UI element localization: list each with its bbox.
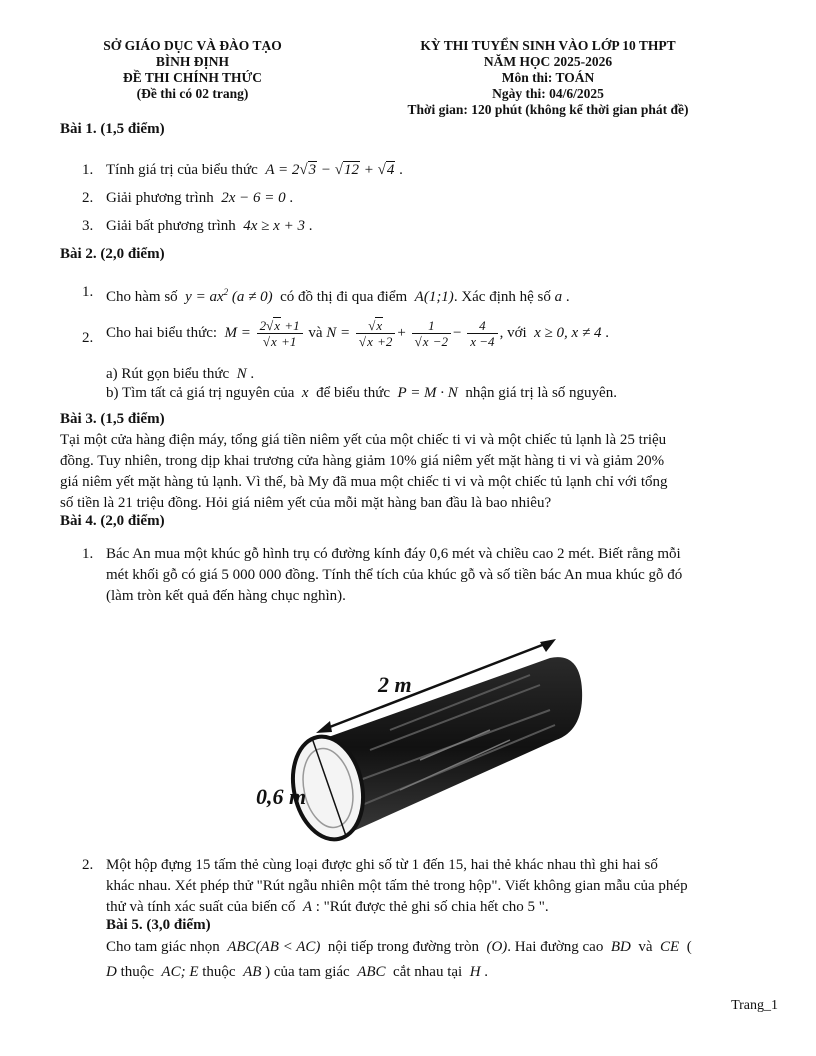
fraction-M: $\frac{2√x +1}{√x +1}$ — [257, 318, 303, 349]
exam-title: KỲ THI TUYỂN SINH VÀO LỚP 10 THPT — [420, 38, 676, 53]
header-right — [372, 38, 724, 118]
bai4-title: Bài 4. (2,0 điểm) — [60, 513, 165, 529]
province-name: BÌNH ĐỊNH — [155, 54, 230, 69]
bai5-title: Bài 5. (3,0 điểm) — [106, 917, 211, 933]
subject: Môn thi: TOÁN — [501, 70, 595, 85]
school-year: NĂM HỌC 2025-2026 — [483, 54, 613, 69]
page-number: Trang_1 — [731, 998, 778, 1013]
fraction-N3: $\frac{4}{x -4}$ — [467, 318, 497, 349]
header-left — [60, 38, 325, 102]
bai2-title: Bài 2. (2,0 điểm) — [60, 246, 165, 262]
log-figure — [250, 630, 586, 850]
department-name: SỞ GIÁO DỤC VÀ ĐÀO TẠO — [103, 38, 282, 53]
exam-time: Thời gian: 120 phút (không kể thời gian phát đề) — [407, 102, 689, 117]
fraction-N2: $\frac{1}{√x -2}$ — [412, 318, 451, 349]
bai5-line1: Cho tam giác nhọn ABC(AB < AC) nội tiếp trong đường tròn (O). Hai đường cao BD và CE ( — [106, 939, 692, 955]
bai2-part-a: a) Rút gọn biểu thức N . — [106, 366, 255, 382]
bai2-q2: 2. Cho hai biểu thức: M = $\frac{2√x +1}{√x +1}$ và N = $\frac{√x}{√x +2}$ + $\frac{1}{√x -2}$ − $\frac{4}{x -4}$ , với x ≥ 0, x ≠ 4 . — [82, 318, 609, 349]
page-count-note: (Đề thi có 02 trang) — [136, 86, 249, 101]
fraction-N1: $\frac{√x}{√x +2}$ — [356, 318, 395, 349]
official-exam-label: ĐỀ THI CHÍNH THỨC — [123, 70, 262, 85]
bai5-line2: D thuộc AC; E thuộc AB ) của tam giác ABC cắt nhau tại H . — [106, 964, 489, 980]
length-label: 2 m — [378, 672, 412, 697]
bai3-text: Tại một cửa hàng điện máy, tổng giá tiền niêm yết của một chiếc ti vi và một chiếc tủ lạnh là 25 triệu đồng. Tuy nhiên, trong dịp khai trương cửa hàng giảm 10% giá niêm yết mặt hàng ti vi và giảm 20% giá niêm yết mặt hàng tủ lạnh. Vì thế, bà My đã mua một chiếc ti vi và một chiếc tủ lạnh chỉ với tổng số tiền là 21 triệu đồng. Hỏi giá niêm yết của mỗi mặt hàng ban đầu là bao nhiêu? — [60, 432, 668, 511]
exam-date: Ngày thi: 04/6/2025 — [492, 86, 604, 101]
bai1-q1-expr: A = 2√3 − √12 + √4 — [261, 162, 395, 178]
diameter-label: 0,6 m — [256, 784, 307, 809]
bai2-part-b: b) Tìm tất cả giá trị nguyên của x để biểu thức P = M · N nhận giá trị là số nguyên. — [106, 385, 617, 401]
bai1-title: Bài 1. (1,5 điểm) — [60, 121, 165, 137]
log-body — [284, 657, 582, 846]
bai3-title: Bài 3. (1,5 điểm) — [60, 411, 165, 427]
